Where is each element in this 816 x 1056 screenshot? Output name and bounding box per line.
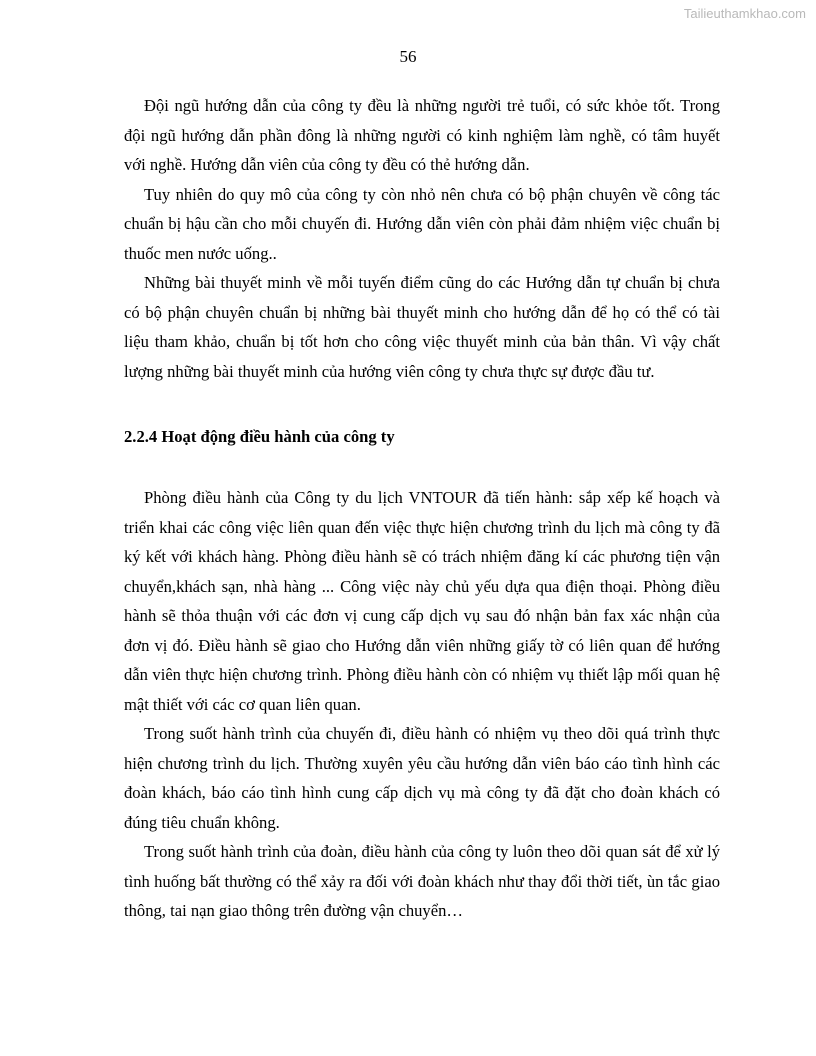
paragraph: Tuy nhiên do quy mô của công ty còn nhỏ nên chưa có bộ phận chuyên về công tác chuẩn bị hậu cần cho mỗi chuyến đi. Hướng dẫn viên còn phải đảm nhiệm việc chuẩn bị thuốc men nước uống..: [124, 184, 720, 263]
section-heading-container: [124, 422, 720, 452]
watermark: Tailieuthamkhao.com: [683, 6, 806, 21]
paragraph: Trong suốt hành trình của chuyến đi, điều hành có nhiệm vụ theo dõi quá trình thực hiện chương trình du lịch. Thường xuyên yêu cầu hướng dẫn viên báo cáo tình hình các đoàn khách, báo cáo tình hình cung cấp dịch vụ mà công ty đã đặt cho đoàn khách có đúng tiêu chuẩn không.: [124, 724, 720, 832]
paragraph: Phòng điều hành của Công ty du lịch VNTOUR đã tiến hành: sắp xếp kế hoạch và triển khai các công việc liên quan đến việc thực hiện chương trình du lịch mà công ty đã ký kết với khách hàng. Phòng điều hành sẽ có trách nhiệm đăng kí các phương tiện vận chuyển,khách sạn, nhà hàng ... Công việc này chủ yếu dựa qua điện thoại. Phòng điều hành sẽ thỏa thuận với các đơn vị cung cấp dịch vụ sau đó nhận bản fax xác nhận của đơn vị đó. Điều hành sẽ giao cho Hướng dẫn viên những giấy tờ có liên quan để hướng dẫn viên thực hiện chương trình. Phòng điều hành còn có nhiệm vụ thiết lập mối quan hệ mật thiết với các cơ quan liên quan.: [124, 488, 720, 714]
section-heading: 2.2.4 Hoạt động điều hành của công ty: [124, 427, 395, 446]
paragraph: Những bài thuyết minh về mỗi tuyến điểm cũng do các Hướng dẫn tự chuẩn bị chưa có bộ phận chuyên chuẩn bị những bài thuyết minh cho hướng dẫn để họ có thể có tài liệu tham khảo, chuẩn bị tốt hơn cho công việc thuyết minh của bản thân. Vì vậy chất lượng những bài thuyết minh của hướng viên công ty chưa thực sự được đầu tư.: [124, 273, 720, 381]
body-text-after: [124, 483, 720, 926]
paragraph: Trong suốt hành trình của đoàn, điều hành của công ty luôn theo dõi quan sát để xử lý tình huống bất thường có thể xảy ra đối với đoàn khách như thay đổi thời tiết, ùn tắc giao thông, tai nạn giao thông trên đường vận chuyển…: [124, 842, 720, 920]
page-number: 56: [399, 47, 417, 66]
body-text-before: [124, 91, 720, 386]
paragraph: Đội ngũ hướng dẫn của công ty đều là những người trẻ tuổi, có sức khỏe tốt. Trong đội ngũ hướng dẫn phần đông là những người có kinh nghiệm làm nghề, có tâm huyết với nghề. Hướng dẫn viên của công ty đều có thẻ hướng dẫn.: [124, 96, 720, 174]
